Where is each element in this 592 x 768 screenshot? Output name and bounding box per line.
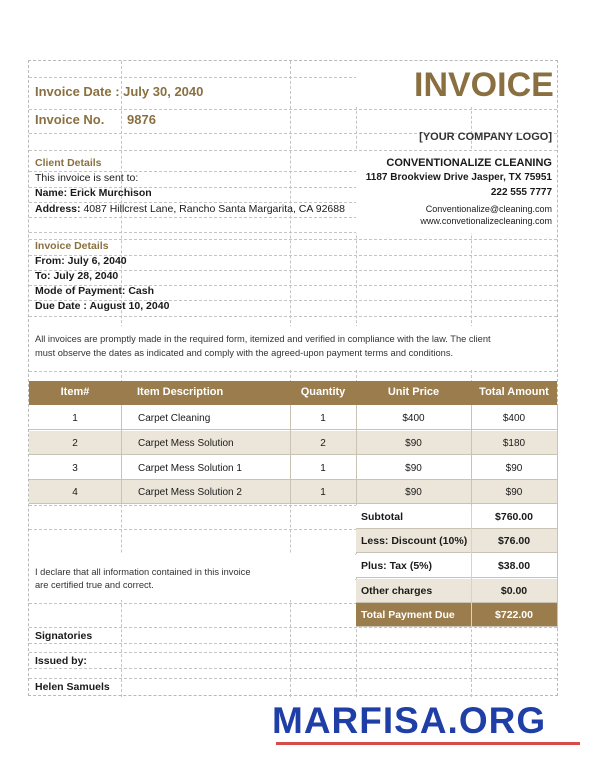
period-to: To: July 28, 2040 bbox=[35, 270, 119, 282]
row-3-quantity: 1 bbox=[320, 463, 326, 474]
row-4-description: Carpet Mess Solution 2 bbox=[138, 487, 242, 498]
company-phone: 222 555 7777 bbox=[490, 187, 552, 198]
th-quantity: Quantity bbox=[300, 386, 346, 398]
invoice-no-label: Invoice No. bbox=[35, 112, 105, 127]
issuer-name: Helen Samuels bbox=[35, 681, 110, 693]
row-1-item: 1 bbox=[72, 413, 78, 424]
issued-by-label: Issued by: bbox=[35, 655, 87, 667]
other-charges-label: Other charges bbox=[361, 585, 433, 597]
terms-line-2: must observe the dates as indicated and comply with the agreed-upon payment terms and conditions. bbox=[35, 348, 454, 358]
th-item-number: Item# bbox=[60, 386, 90, 398]
tax-value: $38.00 bbox=[497, 560, 531, 572]
row-2-description: Carpet Mess Solution bbox=[138, 438, 234, 449]
row-4-quantity: 1 bbox=[320, 487, 326, 498]
other-charges-row bbox=[356, 579, 557, 603]
row-1-description: Carpet Cleaning bbox=[138, 413, 211, 424]
tax-label: Plus: Tax (5%) bbox=[361, 560, 432, 572]
discount-label: Less: Discount (10%) bbox=[361, 535, 468, 547]
discount-value: $76.00 bbox=[497, 535, 531, 547]
subtotal-label: Subtotal bbox=[361, 511, 403, 523]
payment-mode: Mode of Payment: Cash bbox=[35, 285, 155, 297]
row-4-item: 4 bbox=[72, 487, 78, 498]
discount-row bbox=[356, 529, 557, 553]
period-from: From: July 6, 2040 bbox=[35, 255, 127, 267]
row-3-total: $90 bbox=[505, 463, 523, 474]
row-4-unit-price: $90 bbox=[405, 487, 422, 498]
invoice-date: Invoice Date : July 30, 2040 bbox=[35, 84, 204, 99]
address-value: 4087 Hillcrest Lane, Rancho Santa Margarita, CA 92688 bbox=[83, 203, 345, 215]
row-3-unit-price: $90 bbox=[405, 463, 422, 474]
subtotal-row bbox=[356, 505, 557, 529]
due-date: Due Date : August 10, 2040 bbox=[35, 300, 170, 312]
row-1-total: $400 bbox=[502, 413, 526, 424]
row-2-unit-price: $90 bbox=[405, 438, 422, 449]
invoice-no-value: 9876 bbox=[127, 112, 156, 127]
sent-to-label: This invoice is sent to: bbox=[35, 172, 139, 184]
client-details-heading: Client Details bbox=[35, 157, 102, 169]
subtotal-value: $760.00 bbox=[495, 511, 533, 523]
row-1-quantity: 1 bbox=[320, 413, 326, 424]
row-3-item: 3 bbox=[72, 463, 78, 474]
company-logo-placeholder: [YOUR COMPANY LOGO] bbox=[419, 131, 552, 143]
row-4-total: $90 bbox=[505, 487, 523, 498]
row-2-quantity: 2 bbox=[320, 438, 326, 449]
client-name: Name: Erick Murchison bbox=[35, 187, 152, 199]
row-2-item: 2 bbox=[72, 438, 78, 449]
signatories-label: Signatories bbox=[35, 630, 93, 642]
row-1-unit-price: $400 bbox=[402, 413, 425, 424]
declaration-line-2: are certified true and correct. bbox=[35, 580, 154, 590]
other-charges-value: $0.00 bbox=[500, 585, 528, 597]
company-website: www.convetionalizecleaning.com bbox=[420, 216, 552, 226]
total-due-value: $722.00 bbox=[495, 609, 533, 621]
company-email: Conventionalize@cleaning.com bbox=[425, 204, 552, 214]
tax-row bbox=[356, 554, 557, 578]
th-unit-price: Unit Price bbox=[387, 386, 440, 398]
marfisa-watermark: MARFISA.ORG bbox=[272, 700, 547, 741]
company-name: CONVENTIONALIZE CLEANING bbox=[386, 157, 552, 169]
invoice-details-heading: Invoice Details bbox=[35, 240, 109, 252]
address-label: Address: bbox=[35, 203, 81, 215]
row-3-description: Carpet Mess Solution 1 bbox=[138, 463, 242, 474]
company-address: 1187 Brookview Drive Jasper, TX 75951 bbox=[365, 172, 552, 183]
declaration-line-1: I declare that all information contained in this invoice bbox=[35, 567, 251, 577]
row-2-total: $180 bbox=[502, 438, 526, 449]
th-description: Item Description bbox=[137, 386, 224, 398]
total-due-label: Total Payment Due bbox=[361, 609, 455, 621]
watermark-underline bbox=[276, 742, 580, 745]
invoice-title: INVOICE bbox=[414, 66, 554, 104]
th-total-amount: Total Amount bbox=[479, 386, 549, 398]
client-address bbox=[35, 203, 345, 215]
total-due-row bbox=[356, 603, 557, 627]
terms-line-1: All invoices are promptly made in the required form, itemized and verified in compliance with the law. The client bbox=[35, 334, 491, 344]
